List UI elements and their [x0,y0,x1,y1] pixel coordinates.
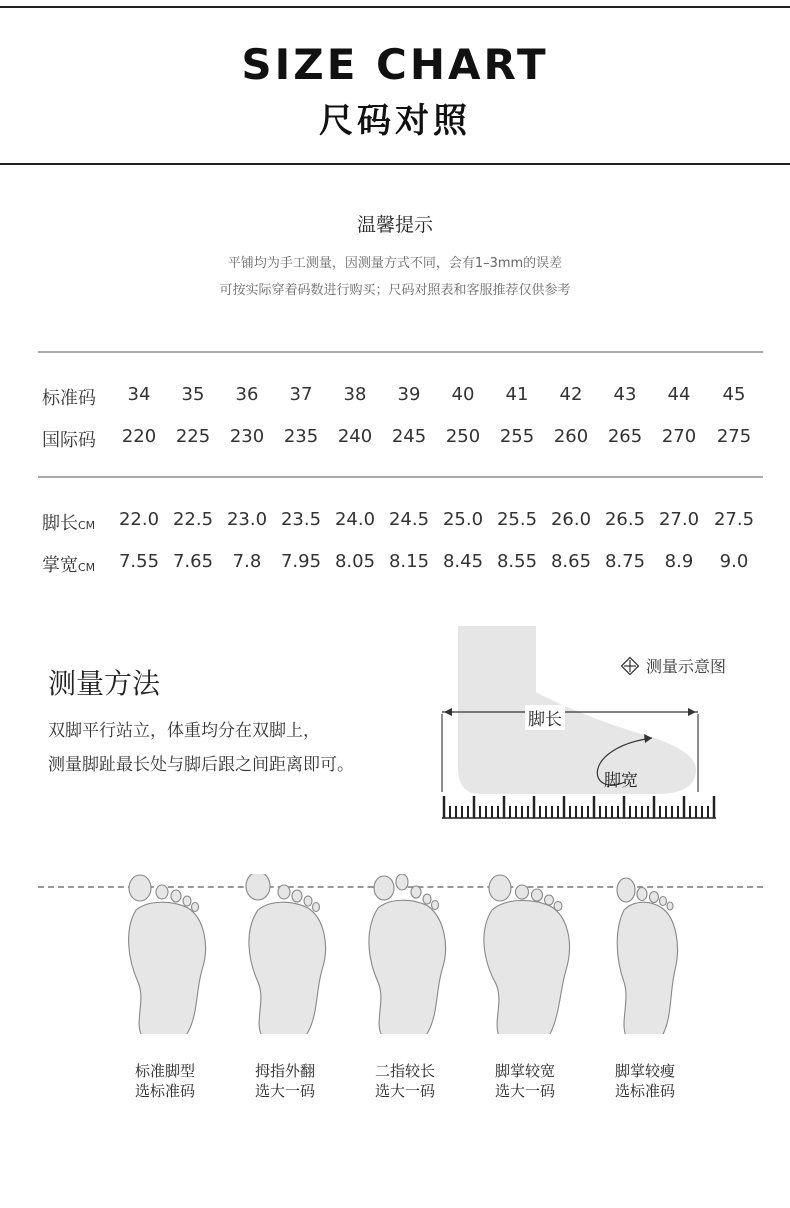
foot-type-advice: 选标准码 [134,1082,195,1100]
toe-shape [637,888,647,901]
toe-shape [516,885,529,899]
foot-type-advice: 选大一码 [494,1082,555,1100]
foot-type-name: 拇指外翻 [254,1062,315,1080]
size-row-foot-length [0,509,790,539]
size-cell: 220 [121,426,157,447]
size-cell: 7.55 [118,551,160,572]
size-cell: 23.0 [226,509,268,530]
row-label-text: 国际码 [42,430,96,451]
size-cell: 22.0 [118,509,160,530]
size-cell: 260 [553,426,589,447]
size-cell: 8.05 [334,551,376,572]
toe-shape [192,903,199,912]
toe-shape [660,897,667,906]
size-cell: 37 [289,384,313,405]
toe-shape [545,895,554,905]
top-divider [0,6,790,8]
size-cell: 23.5 [280,509,322,530]
size-cell: 8.45 [442,551,484,572]
size-cell: 41 [505,384,529,405]
foot-print-icon [230,874,340,1034]
size-cell: 24.0 [334,509,376,530]
foot-type-name: 脚掌较瘦 [614,1062,675,1080]
size-cell: 8.75 [604,551,646,572]
size-cell: 44 [667,384,691,405]
size-cell: 8.65 [550,551,592,572]
size-row-standard [0,384,790,414]
row-label-text: 掌宽 [42,555,78,576]
ruler-ticks [444,796,714,818]
size-cell: 45 [722,384,746,405]
toe-shape [304,896,312,906]
foot-type-name: 二指较长 [374,1062,435,1080]
size-cell: 240 [337,426,373,447]
size-cell: 265 [607,426,643,447]
size-cell: 245 [391,426,427,447]
diagram-label: 测量示意图 [646,657,727,676]
foot-width-label: 脚宽 [604,771,638,791]
size-cell: 43 [613,384,637,405]
size-cell: 24.5 [388,509,430,530]
toe-shape [129,875,151,901]
size-cell: 275 [716,426,752,447]
size-cell: 34 [127,384,151,405]
row-unit: CM [78,519,96,532]
toe-shape [246,874,270,900]
toe-shape [156,885,168,899]
foot-print-icon [590,874,700,1034]
row-unit: CM [78,561,96,574]
foot-print-icon [110,874,220,1034]
size-cell: 35 [181,384,205,405]
foot-type-caption [590,1061,700,1101]
size-cell: 22.5 [172,509,214,530]
foot-print-icon [350,874,460,1034]
size-cell: 7.95 [280,551,322,572]
sole-shape [129,902,206,1034]
sole-shape [617,902,677,1034]
toe-shape [489,875,511,901]
size-cell: 40 [451,384,475,405]
toe-shape [423,894,431,904]
row-label-text: 标准码 [42,388,96,409]
page-title-en: SIZE CHART [241,40,549,89]
header-divider [0,163,790,165]
foot-type-name: 标准脚型 [134,1062,195,1080]
size-cell: 255 [499,426,535,447]
method-line-1: 双脚平行站立，体重均分在双脚上， [48,721,320,741]
size-cell: 42 [559,384,583,405]
size-cell: 27.5 [713,509,755,530]
size-row-foot-width [0,551,790,581]
method-line-2: 测量脚趾最长处与脚后跟之间距离即可。 [48,755,354,775]
size-cell: 25.0 [442,509,484,530]
size-cell: 270 [661,426,697,447]
row-label [42,384,96,410]
size-cell: 26.5 [604,509,646,530]
size-cell: 230 [229,426,265,447]
size-cell: 250 [445,426,481,447]
row-label [42,426,96,452]
size-cell: 27.0 [658,509,700,530]
foot-type-caption [110,1061,220,1101]
sole-shape [249,902,326,1034]
toe-shape [183,896,191,906]
table-rule-middle [38,476,763,478]
size-cell: 8.15 [388,551,430,572]
toe-shape [650,892,659,903]
foot-type-advice: 选大一码 [254,1082,315,1100]
size-cell: 8.9 [664,551,694,572]
toe-shape [313,903,320,912]
foot-type-advice: 选标准码 [614,1082,675,1100]
foot-type-caption [470,1061,580,1101]
size-cell: 225 [175,426,211,447]
foot-type-caption [230,1061,340,1101]
toe-shape [374,876,394,900]
size-cell: 25.5 [496,509,538,530]
page-title-cn: 尺码对照 [319,101,471,141]
table-rule-top [38,351,763,353]
method-title: 测量方法 [48,667,161,700]
size-cell: 235 [283,426,319,447]
toe-shape [278,885,290,899]
foot-length-label: 脚长 [525,705,565,730]
foot-type-name: 脚掌较宽 [494,1062,555,1080]
row-label [42,509,95,535]
foot-type-advice: 选大一码 [374,1082,435,1100]
sole-shape [369,900,446,1034]
foot-type-caption [350,1061,460,1101]
size-cell: 38 [343,384,367,405]
toe-shape [432,901,439,910]
toe-shape [292,890,302,902]
tips-title: 温馨提示 [356,214,433,236]
toe-shape [667,902,673,910]
toe-shape [532,889,543,901]
sole-shape [484,900,570,1034]
size-cell: 9.0 [719,551,749,572]
size-row-international [0,426,790,456]
tips-line-2: 可按实际穿着码数进行购买；尺码对照表和客服推荐仅供参考 [219,283,571,298]
size-cell: 8.55 [496,551,538,572]
foot-print-icon [470,874,580,1034]
toe-shape [411,886,421,898]
row-label [42,551,95,577]
foot-measure-diagram [430,620,730,825]
size-cell: 36 [235,384,259,405]
toe-shape [171,890,181,902]
size-cell: 26.0 [550,509,592,530]
size-cell: 7.65 [172,551,214,572]
row-label-text: 脚长 [42,513,78,534]
size-cell: 7.8 [232,551,262,572]
tips-line-1: 平铺均为手工测量，因测量方式不同，会有1–3mm的误差 [227,256,563,271]
foot-side-shape [458,626,696,794]
toe-shape [396,874,408,890]
toe-shape [617,878,635,902]
size-cell: 39 [397,384,421,405]
